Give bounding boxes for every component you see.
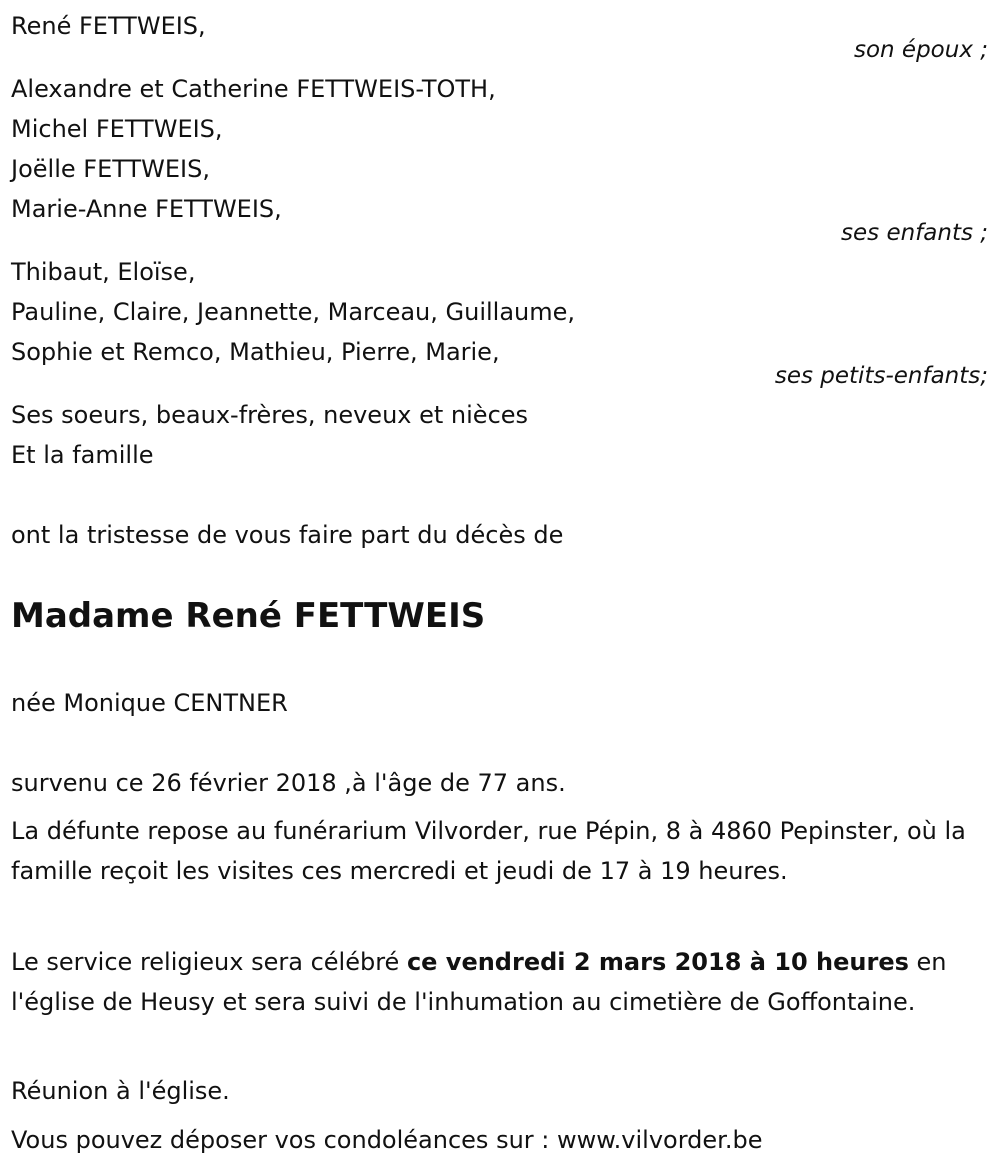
meeting-info: Réunion à l'église. [11, 1077, 230, 1105]
children-role: ses enfants ; [841, 220, 988, 246]
death-info: survenu ce 26 février 2018 ,à l'âge de 77 ans. [11, 769, 566, 797]
service-date: ce vendredi 2 mars 2018 à 10 heures [406, 948, 909, 976]
child-line: Michel FETTWEIS, [11, 115, 223, 143]
announcement-text: ont la tristesse de vous faire part du décès de [11, 521, 564, 549]
deceased-name: Madame René FETTWEIS [11, 596, 486, 636]
birth-name: née Monique CENTNER [11, 689, 288, 717]
child-line: Marie-Anne FETTWEIS, [11, 195, 282, 223]
grandchild-line: Sophie et Remco, Mathieu, Pierre, Marie, [11, 338, 500, 366]
spouse-name: René FETTWEIS, [11, 12, 206, 40]
grandchildren-role: ses petits-enfants; [774, 363, 988, 389]
funerarium-info: La défunte repose au funérarium Vilvorder, rue Pépin, 8 à 4860 Pepinster, où la famille reçoit les visites ces mercredi et jeudi de 17 à 19 heures. [11, 817, 966, 885]
child-line: Joëlle FETTWEIS, [11, 155, 210, 183]
service-intro: Le service religieux sera célébré [11, 948, 407, 976]
condolences-info: Vous pouvez déposer vos condoléances sur : www.vilvorder.be [11, 1126, 763, 1154]
service-rest: en l'église de Heusy et sera suivi de l'inhumation au cimetière de Goffontaine. [11, 948, 947, 1016]
child-line: Alexandre et Catherine FETTWEIS-TOTH, [11, 75, 496, 103]
grandchild-line: Thibaut, Eloïse, [11, 258, 196, 286]
grandchild-line: Pauline, Claire, Jeannette, Marceau, Guillaume, [11, 298, 576, 326]
spouse-role: son époux ; [853, 37, 988, 63]
family-line: Et la famille [11, 441, 154, 469]
service-info [11, 942, 981, 1022]
family-line: Ses soeurs, beaux-frères, neveux et nièces [11, 401, 529, 429]
